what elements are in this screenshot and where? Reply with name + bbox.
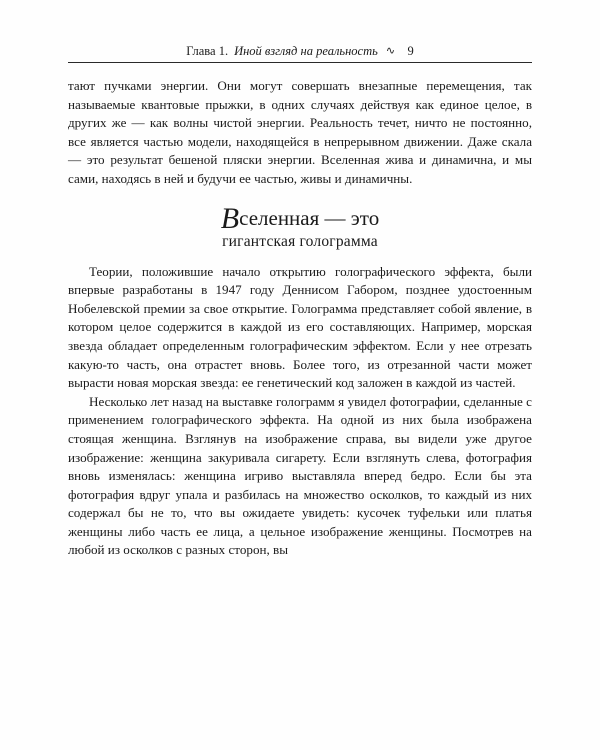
ornament-icon: ∿: [385, 45, 396, 57]
running-head: [68, 44, 532, 59]
header-divider: [68, 62, 532, 63]
section-heading-line-2: гигантская голограмма: [222, 232, 378, 250]
paragraph-1: Теории, положившие начало открытию голографического эффекта, были впервые разработаны в 1947 году Деннисом Габором, позднее удостоенным Нобелевской премии за свое открытие. Голограмма представляет собой явление, в котором целое содержится в каждой из его составляющих. Например, морская звезда обладает определенным голографическим эффектом. Если у нее отрезать какую-то часть, она отрастет вновь. Более того, из отрезанной части может вырасти новая морская звезда: ее генетический код заложен в каждой из частей.: [68, 263, 532, 391]
section-heading: [68, 201, 532, 252]
section-heading-line-1-rest: селенная — это: [239, 205, 380, 230]
running-head-chapter-title: Иной взгляд на реальность: [234, 44, 378, 58]
paragraph-continued: тают пучками энергии. Они могут совершать внезапные перемещения, так называемые квантовые прыжки, в одних случаях действуя как единое целое, в других же — как волны чистой энергии. Реальность течет, ничто не постоянно, все является частью модели, находящейся в непрерывном движении. Даже скала — это результат бешеной пляски энергии. Вселенная жива и динамична, и мы сами, находясь в ней и будучи ее частью, живы и динамичны.: [68, 78, 532, 186]
paragraph-2: Несколько лет назад на выставке голограмм я увидел фотографии, сделанные с применением голографического эффекта. На одной из них была изображена стоящая женщина. Взглянув на изображение справа, вы видели уже другое изображение: женщина закуривала сигарету. Если взглянуть слева, фотография вновь изменялась: женщина игриво выставляла вперед бедро. Если бы эта фотография вдруг упала и разбилась на множество осколков, то каждый из них содержал бы не то, что вы ожидаете увидеть: кусочек туфельки или платья женщины либо часть ее лица, а цельное изображение женщины. Посмотрев на любой из осколков с разных сторон, вы: [68, 393, 532, 558]
body-column: [68, 77, 532, 560]
section-heading-dropcap: В: [220, 201, 240, 235]
page-number: 9: [407, 44, 414, 58]
section-heading-line-1: [68, 201, 532, 235]
running-head-chapter-label: Глава 1.: [186, 44, 229, 58]
